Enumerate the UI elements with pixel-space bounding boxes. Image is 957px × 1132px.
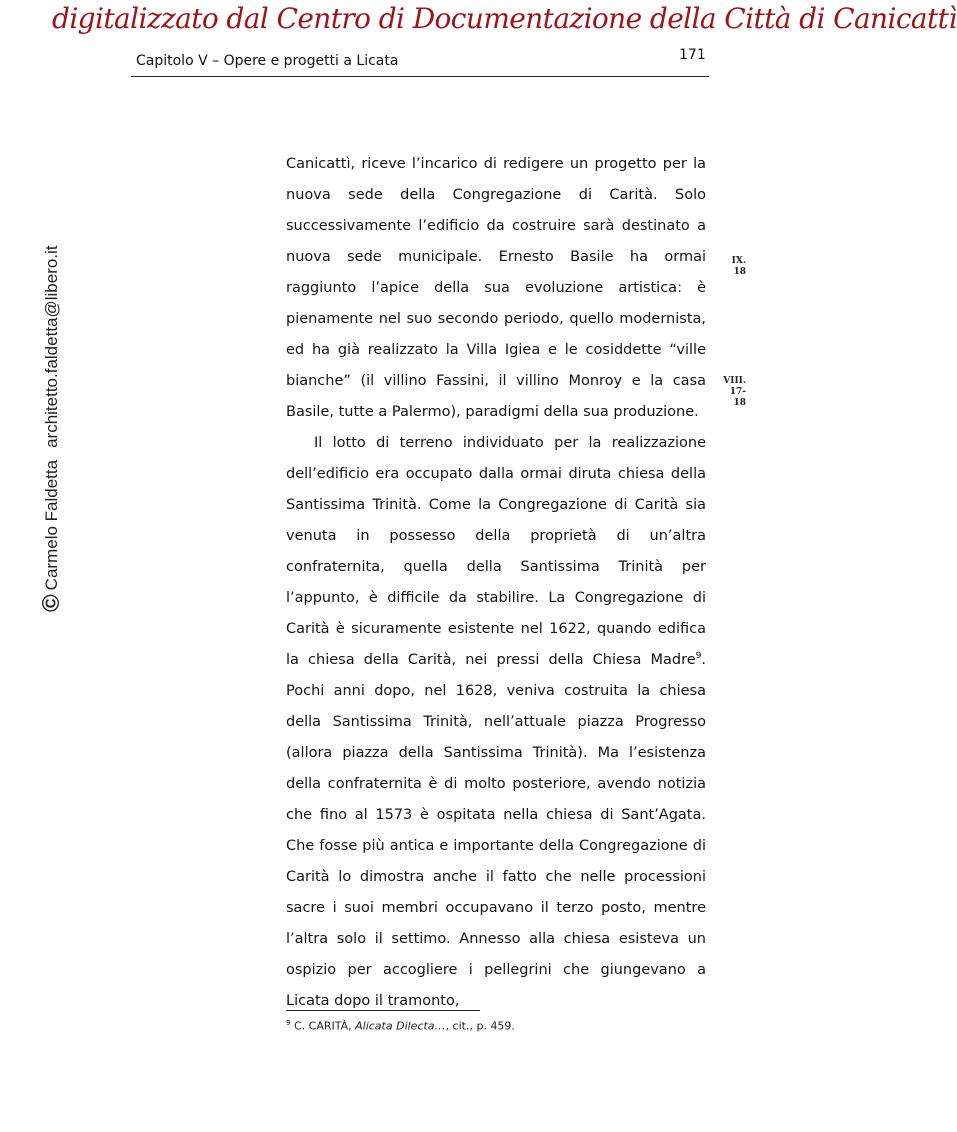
footnote-divider xyxy=(286,1010,480,1011)
footnote-citation: , cit., p. 459. xyxy=(445,1019,515,1033)
margin-ref-figures: 18 xyxy=(733,398,746,408)
chapter-title: Capitolo V – Opere e progetti a Licata xyxy=(136,53,399,69)
paragraph-text: . Pochi anni dopo, nel 1628, veniva costruita la chiesa della Santissima Trinità, nell’attuale piazza Progresso (allora piazza della Santissima Trinità). Ma l’esistenza della confraternita è di molto posteriore, avendo notizia che fino al 1573 è ospitata nella chiesa di Sant’Agata. Che fosse più antica e importante della Congregazione di Carità lo dimostra anche il fatto che nelle processioni sacre i suoi membri occupavano il terzo posto, mentre l’altra solo il settimo. Annesso alla chiesa esisteva un ospizio per accogliere i pellegrini che giungevano a Licata dopo il tramonto, xyxy=(286,652,706,1009)
paragraph-text: Il lotto di terreno individuato per la realizzazione dell’edificio era occupato dalla ormai diruta chiesa della Santissima Trinità. Come la Congregazione di Carità sia venuta in possesso della proprietà di un’altra confraternita, quella della Santissima Trinità per l’appunto, è difficile da stabilire. La Congregazione di Carità è sicuramente esistente nel 1622, quando edifica la chiesa della Carità, nei pressi della Chiesa Madre xyxy=(286,435,706,668)
footnote-author: C. CARITÀ, xyxy=(293,1019,352,1033)
page-number: 171 xyxy=(679,47,706,63)
digitization-watermark: digitalizzato dal Centro di Documentazione della Città di Canicattì xyxy=(52,2,957,35)
margin-reference xyxy=(712,376,746,409)
footnote-work-title: Alicata Dilecta… xyxy=(355,1019,446,1033)
body-text xyxy=(286,149,706,1017)
margin-ref-volume: IX. xyxy=(731,256,746,266)
footnote xyxy=(286,1019,515,1033)
header-divider xyxy=(131,76,709,77)
author-email: architetto.faldetta@libero.it xyxy=(42,245,61,448)
paragraph xyxy=(286,428,706,1017)
footnote-reference[interactable]: 9 xyxy=(695,651,702,662)
margin-ref-volume: VIII. xyxy=(723,376,746,386)
margin-reference xyxy=(712,256,746,278)
margin-ref-figures: 17- xyxy=(729,387,746,397)
margin-ref-figures: 18 xyxy=(733,267,746,277)
copyright-icon: © xyxy=(38,594,65,612)
side-credit xyxy=(38,245,66,612)
footnote-number: 9 xyxy=(286,1019,291,1027)
paragraph: Canicattì, riceve l’incarico di redigere un progetto per la nuova sede della Congregazione di Carità. Solo successivamente l’edificio da costruire sarà destinato a nuova sede municipale. Ernesto Basile ha ormai raggiunto l’apice della sua evoluzione artistica: è pienamente nel suo secondo periodo, quello modernista, ed ha già realizzato la Villa Igiea e le cosiddette “ville bianche” (il villino Fassini, il villino Monroy e la casa Basile, tutte a Palermo), paradigmi della sua produzione. xyxy=(286,156,706,420)
author-name: Carmelo Faldetta xyxy=(42,459,61,591)
